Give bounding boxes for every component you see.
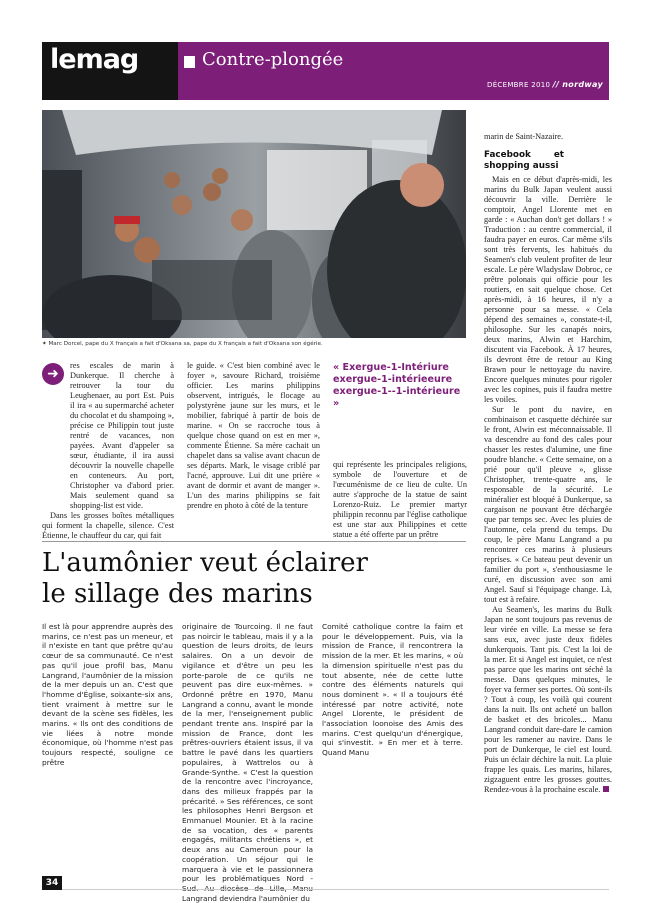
- text-column-2: [187, 361, 320, 511]
- end-mark-icon: [603, 786, 609, 792]
- text-column-3: [333, 460, 467, 540]
- paragraph: Dans les grosses boîtes métalliques qui forment la chapelle, silence. C'est Étienne, le chauffeur du car, qui fait: [42, 511, 174, 540]
- issue-brand: // nordway: [552, 80, 603, 89]
- text-column-1: [42, 361, 174, 541]
- feature-photo: [42, 110, 466, 338]
- footer-rule: [62, 889, 609, 890]
- divider: [42, 541, 466, 542]
- masthead-logo-block: [42, 42, 178, 100]
- paragraph: le guide. « C'est bien combiné avec le foyer », savoure Richard, troisième officier. Les marins philippins observent, intrigués, le flocage au polystyrène jaune sur les murs, et le mobilier, fabriqué à partir de bois de marine. « On se raccroche tous à quelque chose quand on est en mer », commente Étienne. Sa mère cachait un chapelet dans sa valise avant chacun de ses départs. Mark, le visage criblé par l'acné, approuve. Lui dit une prière « avant de dormir et avant de manger ». L'un des marins philippins se fait prendre en photo à côté de la tenture: [187, 361, 320, 510]
- lead-column-2: [182, 622, 313, 903]
- paragraph: Mais en ce début d'après-midi, les marins du Bulk Japan veulent aussi découvrir la ville. Derrière le comptoir, Angel Llorente met en garde : « Auchan don't get dollars ! » Traduction : au centre commercial, il faudra payer en euros. Car même s'ils sont très fervents, les habitués du Seamen's club veulent profiter de leur escale. Le père Wladyslaw Dobroc, ce prêtre polonais qui officie pour les routiers, en sait quelque chose. Cet après-midi, à 16 heures, il n'y a personne pour sa messe. « Cela dépend des semaines », constate-t-il, philosophe. Sur les canapés noirs, deux marins, Alwin et Harchim, discutent via Facebook. À 17 heures, ils devront être de retour au King Brawn pour le nettoyage du navire. Encore quelques minutes pour rigoler avec les copines, puis il faudra mettre les voiles.: [484, 175, 612, 404]
- paragraph: qui représente les principales religions, symbole de l'ouverture et de l'œcuménisme de ce lieu de culte. Un autre s'approche de la statue de saint Lorenzo-Ruiz. Le premier martyr philippin reconnu par l'église catholique est une star aux Philippines et cette statue a été offerte par un prêtre: [333, 460, 467, 539]
- paragraph: Sur le pont du navire, en combinaison et casquette déchirée sur le front, Alwin est méconnaissable. Il va descendre au fond des cales pour chasser les restes d'alumine, une fine poudre blanche. « Cette semaine, on a prié pour qu'il pleuve », glisse Christopher, trente-quatre ans, le responsable de la sécurité. Le minéralier est bloqué à Dunkerque, sa cargaison ne pouvant être déchargée que par temps sec. Avec les pluies de l'automne, cela prend du temps. Du coup, le père Manu Langrand a pu rencontrer ces marins à plusieurs reprises. « Ce bateau peut devenir un familier du port », s'enthousiasme le curé, en discussion avec son ami Angel. Sauf si l'équipage change. Là, tout est à refaire.: [484, 405, 612, 604]
- paragraph: marin de Saint-Nazaire.: [484, 132, 564, 141]
- page-number: 34: [42, 876, 62, 890]
- headline-line-2: le sillage des marins: [42, 579, 313, 609]
- lead-column-3: [322, 622, 463, 758]
- paragraph: [484, 605, 612, 795]
- section-band: [178, 42, 609, 100]
- paragraph: Il est là pour apprendre auprès des marins, ce n'est pas un meneur, et il n'existe en tant que prêtre qu'au cœur de sa communauté. Ce n'est pas qu'il joue profil bas, Manu Langrand, l'aumônier de la mission de la mer depuis un an. C'est que l'homme d'Église, soixante-six ans, tient vraiment à mettre sur le devant de la scène ses fidèles, les marins. « Ils ont des conditions de vie liées à notre monde économique, où l'homme n'est pas toujours respecté, souligne ce prêtre: [42, 622, 173, 767]
- pull-quote: « Exergue-1-Intériure exergue-1-intérieeure exergue-1--1-intérieure »: [333, 362, 461, 409]
- paragraph-text: Au Seamen's, les marins du Bulk Japan ne sont toujours pas revenus de leur virée en ville. La messe se fera sans eux, avec juste deux fidèles dunkerquois. Tant pis. C'est la loi de la mer. Et si Angel est inquiet, ce n'est pas parce que les marins ont séché la messe. Dans quelques minutes, le foyer va fermer ses portes. Où sont-ils ? Tout à coup, les voilà qui courent dans la nuit. Ils ont acheté un ballon de basket et des bricoles... Manu Langrand conduit dare-dare le camion pour les ramener au navire. Dans le port de Dunkerque, le ciel est lourd. Puis un éclair déchire la nuit. La pluie frappe les quais. Les marins, hilares, zigzaguent entre les grosses gouttes. Rendez-vous à la prochaine escale.: [484, 605, 612, 794]
- arrow-right-icon: ➜: [42, 363, 64, 385]
- magazine-logo: lemag: [50, 44, 139, 75]
- lead-column-1: [42, 622, 173, 768]
- section-title: Contre-plongée: [202, 49, 344, 70]
- headline-line-1: L'aumônier veut éclairer: [42, 548, 368, 578]
- paragraph: Comité catholique contre la faim et pour le développement. Puis, via la mission de France, il rencontrera la mission de la mer. Et les marins, « où la dimension spirituelle n'est pas du tout absente, née de cette lutte contre des éléments naturels qui nous dominent ». « Il a toujours été intéressé par notre activité, note Angel Llorente, le président de l'association loonoise des Amis des marins. C'est quelqu'un d'énergique, qui s'investit. » En mer et à terre. Quand Manu: [322, 622, 463, 758]
- issue-line: [487, 80, 603, 89]
- issue-date: DÉCEMBRE 2010: [487, 81, 551, 89]
- paragraph: res escales de marin à Dunkerque. Il cherche à retrouver la tour du Leughenaer, au port Est. Puis il ira « au supermarché acheter du chocolat et du shampoing », précise ce Philippin tout juste rentré de vacances, non payées. Avant d'appeler sa sœur, étudiante, il ira aussi découvrir la nouvelle chapelle en conteneurs. Au port, Christopher va d'abord prier. Mais seulement quand sa shopping-list est vide.: [70, 361, 174, 510]
- photo-caption: ✦ Marc Dorcel, pape du X français a fait d'Oksana sa, pape du X français a fait d'Oksana son égérie.: [42, 341, 323, 347]
- minibus-photo-illustration: [42, 110, 466, 338]
- subheading: Facebook et shopping aussi: [484, 150, 564, 171]
- text-column-4: [484, 132, 612, 795]
- paragraph: originaire de Tourcoing. Il ne faut pas noircir le tableau, mais il y a la question de leurs droits, de leurs salaires. On a un devoir de vigilance et d'être un peu les porte-parole de ce qu'ils ne peuvent pas dire eux-mêmes. » Ordonné prêtre en 1970, Manu Langrand a connu, avant le monde de la mer, l'enseignement public pendant trente ans. Inspiré par la mission de France, dont les prêtres-ouvriers étaient issus, il va battre le pavé dans les quartiers populaires, à Wattrelos ou à Grande-Synthe. « C'est la question de la rencontre avec l'incroyance, dans des milieux frappés par la précarité. » Ses références, ce sont les philosophes Henri Bergson et Emmanuel Mounier. Et à la racine de sa vocation, des « parents engagés, militants chrétiens », et deux ans au Cameroun pour la coopération. Un séjour qui le marquera à vie et le passionnera pour les problématiques Nord - Langrand deviendra l'aumônier du: [182, 622, 314, 903]
- article-headline: [42, 548, 472, 610]
- section-square-icon: [184, 56, 195, 68]
